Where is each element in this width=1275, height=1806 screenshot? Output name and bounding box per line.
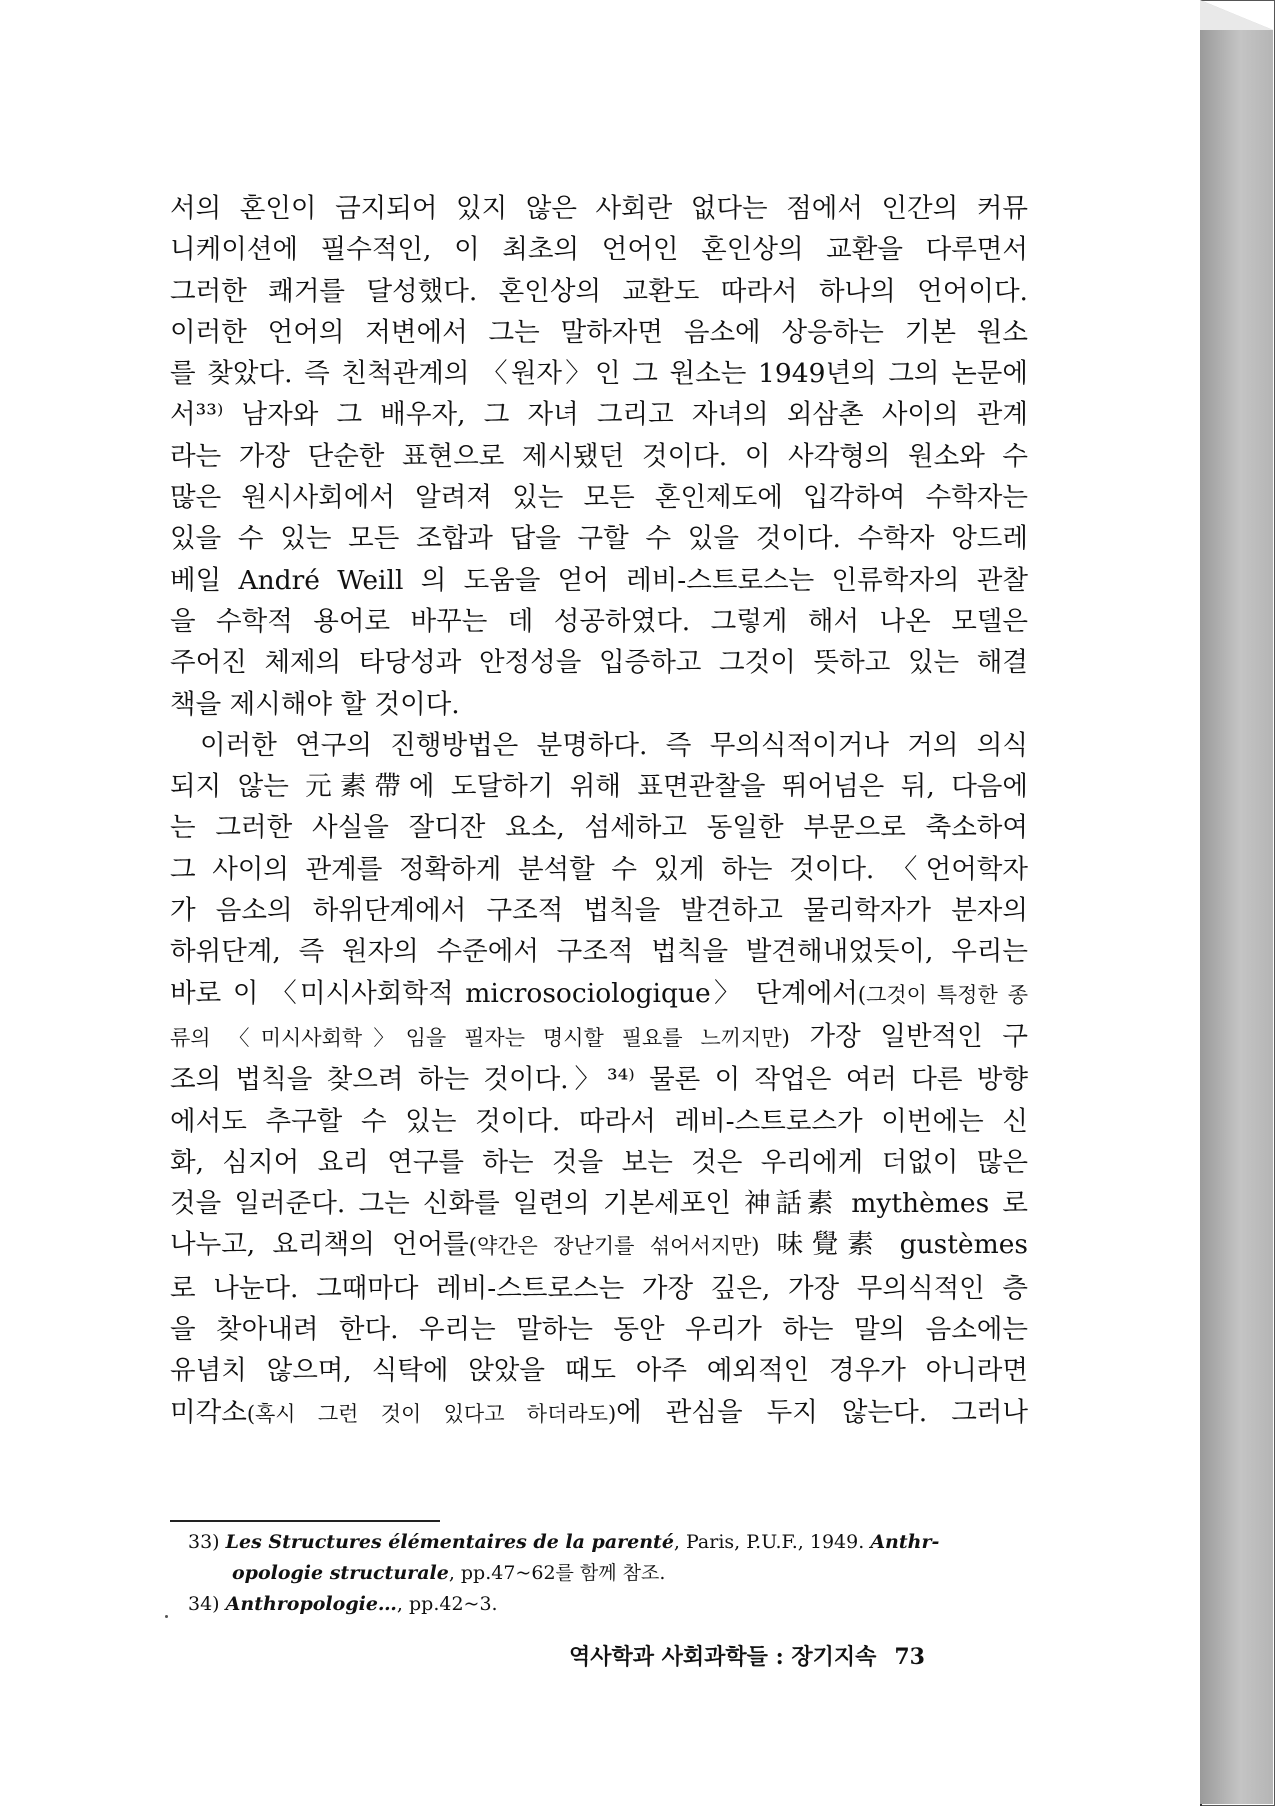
text-line: 화, 심지어 요리 연구를 하는 것을 보는 것은 우리에게 더없이 많은	[170, 1146, 1028, 1178]
text-segment: 바로 이 〈미시사회학적 microsociologique〉 단계에서	[170, 977, 858, 1009]
text-line: 유념치 않으며, 식탁에 앉았을 때도 아주 예외적인 경우가 아니라면	[170, 1355, 1028, 1387]
page-stack-edge	[1200, 0, 1273, 1804]
text-line: 로 나눈다. 그때마다 레비-스트로스는 가장 깊은, 가장 무의식적인 층	[170, 1272, 1028, 1304]
text-line: 라는 가장 단순한 표현으로 제시됐던 것이다. 이 사각형의 원소와 수	[170, 440, 1028, 472]
text-line	[170, 973, 1028, 1016]
footnote-33	[188, 1527, 1028, 1558]
text-line: 에서도 추구할 수 있는 것이다. 따라서 레비-스트로스가 이번에는 신	[170, 1105, 1028, 1137]
footnotes	[188, 1527, 1028, 1620]
text-line: 니케이션에 필수적인, 이 최초의 언어인 혼인상의 교환을 다루면서	[170, 234, 1028, 266]
text-line	[170, 1016, 1028, 1059]
running-footer-title: 역사학과 사회과학들 : 장기지속	[568, 1644, 877, 1670]
text-line: 주어진 체제의 타당성과 안정성을 입증하고 그것이 뜻하고 있는 해결	[170, 647, 1028, 679]
text-line: 는 그러한 사실을 잘디잔 요소, 섬세하고 동일한 부문으로 축소하여	[170, 812, 1028, 844]
text-line: 서의 혼인이 금지되어 있지 않은 사회란 없다는 점에서 인간의 커뮤	[170, 193, 1028, 224]
text-line: 베일 André Weill 의 도움을 얻어 레비-스트로스는 인류학자의 관찰	[170, 564, 1028, 596]
text-segment: 나누고, 요리책의 언어를	[170, 1229, 469, 1261]
text-line: 을 수학적 용어로 바꾸는 데 성공하였다. 그렇게 해서 나온 모델은	[170, 605, 1028, 637]
footnote-publication: , pp.42~3.	[396, 1593, 498, 1615]
small-text-segment: (그것이 특정한 종	[857, 982, 1028, 1007]
footnote-divider	[170, 1520, 440, 1522]
footnote-title: Anthr-	[870, 1531, 940, 1553]
footnote-publication: , Paris, P.U.F., 1949.	[673, 1531, 871, 1553]
footnote-title: Anthropologie…	[225, 1593, 397, 1615]
text-segment: 가장 일반적인 구	[789, 1020, 1029, 1052]
text-line: 많은 원시사회에서 알려져 있는 모든 혼인제도에 입각하여 수학자는	[170, 482, 1028, 514]
small-text-segment: (혹시 그런 것이 있다고 하더라도)	[246, 1401, 617, 1426]
text-line: 서³³⁾ 남자와 그 배우자, 그 자녀 그리고 자녀의 외삼촌 사이의 관계	[170, 399, 1028, 431]
footnote-publication: , pp.47~62를 함께 참조.	[448, 1562, 666, 1584]
text-line	[170, 1224, 1028, 1267]
text-line: 있을 수 있는 모든 조합과 답을 구할 수 있을 것이다. 수학자 앙드레	[170, 523, 1028, 555]
text-line: 이러한 연구의 진행방법은 분명하다. 즉 무의식적이거나 거의 의식	[200, 729, 1028, 761]
footnote-title: Les Structures élémentaires de la parenté	[225, 1531, 674, 1553]
text-line: 를 찾았다. 즉 친척관계의 〈원자〉인 그 원소는 1949년의 그의 논문에	[170, 358, 1028, 390]
text-line: 책을 제시해야 할 것이다.	[170, 688, 460, 720]
footnote-34	[188, 1589, 1028, 1620]
footnote-number: 33)	[188, 1531, 220, 1553]
text-segment: 미각소	[170, 1396, 247, 1428]
text-line: 이러한 언어의 저변에서 그는 말하자면 음소에 상응하는 기본 원소	[170, 316, 1028, 348]
text-line: 그러한 쾌거를 달성했다. 혼인상의 교환도 따라서 하나의 언어이다.	[170, 275, 1028, 307]
text-line: 하위단계, 즉 원자의 수준에서 구조적 법칙을 발견해내었듯이, 우리는	[170, 936, 1028, 968]
scan-speck	[165, 1615, 168, 1618]
text-line: 가 음소의 하위단계에서 구조적 법칙을 발견하고 물리학자가 분자의	[170, 895, 1028, 927]
footnote-33-continued	[188, 1558, 1028, 1589]
text-line: 것을 일러준다. 그는 신화를 일련의 기본세포인 神話素 mythèmes 로	[170, 1188, 1028, 1220]
footnote-number: 34)	[188, 1593, 220, 1615]
small-text-segment: 류의 〈미시사회학〉임을 필자는 명시할 필요를 느끼지만)	[170, 1025, 790, 1050]
small-text-segment: (약간은 장난기를 섞어서지만)	[468, 1234, 760, 1259]
page-number: 73	[894, 1644, 925, 1670]
text-line	[170, 1392, 1028, 1435]
running-footer	[569, 1640, 925, 1671]
text-segment: 에 관심을 두지 않는다. 그러나	[616, 1396, 1028, 1428]
text-line: 조의 법칙을 찾으려 하는 것이다.〉³⁴⁾ 물론 이 작업은 여러 다른 방향	[170, 1064, 1028, 1096]
text-line: 을 찾아내려 한다. 우리는 말하는 동안 우리가 하는 말의 음소에는	[170, 1314, 1028, 1346]
body-text	[170, 188, 1028, 1435]
footnote-title: opologie structurale	[232, 1562, 449, 1584]
text-line: 되지 않는 元素帶에 도달하기 위해 표면관찰을 뛰어넘은 뒤, 다음에	[170, 771, 1028, 803]
text-line: 그 사이의 관계를 정확하게 분석할 수 있게 하는 것이다. 〈언어학자	[170, 853, 1028, 885]
text-segment: 味覺素 gustèmes	[759, 1229, 1028, 1261]
